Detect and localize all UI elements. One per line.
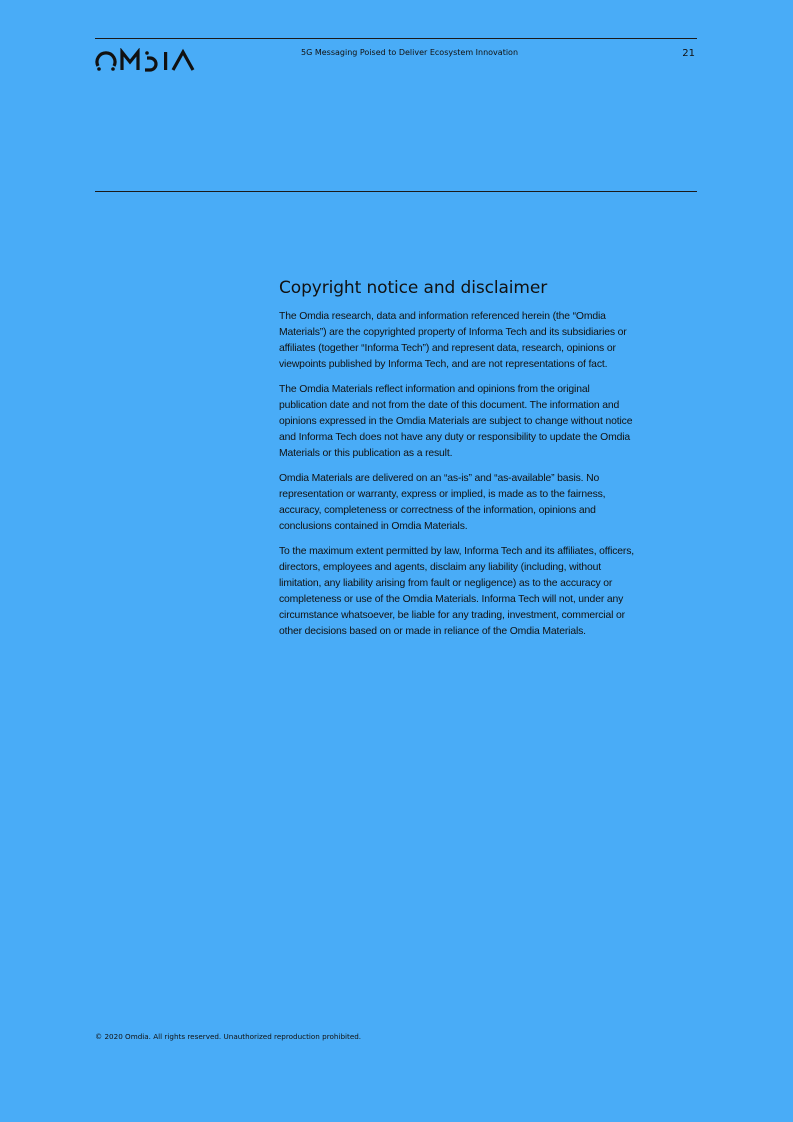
section-heading: Copyright notice and disclaimer xyxy=(279,278,548,298)
disclaimer-section xyxy=(279,276,634,649)
page-number: 21 xyxy=(682,48,695,59)
page-header xyxy=(95,38,697,78)
disclaimer-paragraph: The Omdia research, data and information referenced herein (the “Omdia Materials”) are the copyrighted property of Informa Tech and its subsidiaries or affiliates (together “Informa Tech”) and represent data, research, opinions or viewpoints published by Informa Tech, and are not representations of fact. xyxy=(279,311,627,370)
disclaimer-paragraph: Omdia Materials are delivered on an “as-is” and “as-available” basis. No representation or warranty, express or implied, is made as to the fairness, accuracy, completeness or correctness of the information, opinions and conclusions contained in Omdia Materials. xyxy=(279,473,606,532)
omdia-logo xyxy=(95,48,205,72)
disclaimer-paragraph: To the maximum extent permitted by law, Informa Tech and its affiliates, officers, directors, employees and agents, disclaim any liability (including, without limitation, any liability arising from fault or negligence) as to the accuracy or completeness or use of the Omdia Materials. Informa Tech will not, under any circumstance whatsoever, be liable for any trading, investment, commercial or other decisions based on or made in reliance of the Omdia Materials. xyxy=(279,546,635,637)
footer-copyright: © 2020 Omdia. All rights reserved. Unauthorized reproduction prohibited. xyxy=(95,1032,362,1041)
disclaimer-paragraph: The Omdia Materials reflect information and opinions from the original publication date and not from the date of this document. The information and opinions expressed in the Omdia Materials are subject to change without notice and Informa Tech does not have any duty or responsibility to update the Omdia Materials or this publication as a result. xyxy=(279,384,633,459)
section-divider xyxy=(95,191,697,192)
header-rule xyxy=(95,38,697,39)
header-title: 5G Messaging Poised to Deliver Ecosystem Innovation xyxy=(301,48,519,57)
